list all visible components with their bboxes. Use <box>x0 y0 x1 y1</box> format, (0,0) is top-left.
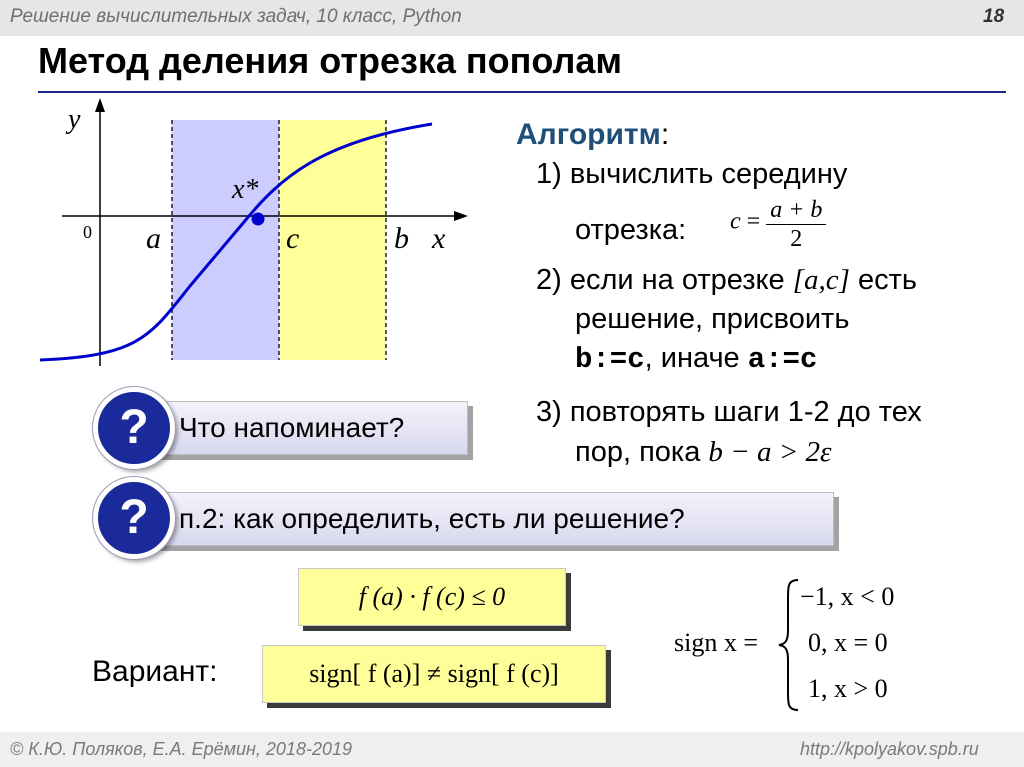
a-label: a <box>146 222 161 255</box>
step3-prefix: пор, пока <box>575 436 709 468</box>
footer-url[interactable]: http://kpolyakov.spb.ru <box>800 739 979 759</box>
step2-line2: решение, присвоить <box>575 303 850 335</box>
y-axis-arrow-icon <box>95 98 105 112</box>
x-axis-arrow-icon <box>454 211 468 221</box>
question-box-2 <box>146 492 834 546</box>
step3-line2 <box>575 436 832 469</box>
question-1-text: Что напоминает? <box>179 412 405 443</box>
slide-title: Метод деления отрезка пополам <box>38 40 622 81</box>
x-axis-label: x <box>432 222 446 255</box>
step3-condition: b − a > 2ε <box>708 436 832 468</box>
sign-case-positive: 1, x > 0 <box>808 674 888 703</box>
root-label: x* <box>232 174 259 205</box>
origin-label: 0 <box>83 222 92 242</box>
condition-formula-box: f (a) · f (c) ≤ 0 <box>298 568 566 626</box>
c-label: c <box>286 222 300 255</box>
variant-formula-box: sign[ f (a)] ≠ sign[ f (c)] <box>262 645 606 703</box>
footer-authors: © К.Ю. Поляков, Е.А. Ерёмин, 2018-2019 <box>10 739 352 759</box>
bisection-graph <box>30 96 480 376</box>
step2-line1 <box>536 264 917 297</box>
sign-case-zero: 0, x = 0 <box>808 628 888 657</box>
left-brace-icon <box>776 578 802 712</box>
b-label: b <box>394 222 409 255</box>
formula-eq: = <box>740 208 767 235</box>
title-underline <box>38 91 1006 93</box>
step1-line2: отрезка: <box>575 214 687 246</box>
formula-numerator: a + b <box>766 196 826 225</box>
step2-prefix: 2) если на отрезке <box>536 264 793 296</box>
midpoint-formula <box>730 196 826 253</box>
sign-function-lhs: sign x = <box>674 628 759 657</box>
step2-code-b: b:=c <box>575 343 645 376</box>
step2-code-a: a:=c <box>747 343 818 376</box>
course-title: Решение вычислительных задач, 10 класс, Python <box>10 6 462 27</box>
sign-case-negative: −1, x < 0 <box>800 582 895 611</box>
root-point <box>252 213 265 226</box>
page-number: 18 <box>983 6 1005 27</box>
step1-line1: 1) вычислить середину <box>536 158 848 190</box>
question-2-text: п.2: как определить, есть ли решение? <box>179 503 685 534</box>
left-half-region <box>172 120 279 360</box>
formula-denominator: 2 <box>790 226 803 252</box>
variant-label: Вариант: <box>92 655 218 688</box>
y-axis-label: y <box>68 104 81 135</box>
step3-line1: 3) повторять шаги 1-2 до тех <box>536 396 922 428</box>
algorithm-title <box>516 118 669 152</box>
question-mark-icon: ? <box>93 387 175 469</box>
formula-c: c <box>730 208 741 235</box>
step2-interval: [a,c] <box>792 264 850 296</box>
question-mark-icon: ? <box>93 477 175 559</box>
step2-line3 <box>575 342 817 376</box>
question-box-1 <box>146 401 468 455</box>
step2-otherwise: , иначе <box>644 342 748 374</box>
algorithm-title-colon: : <box>660 118 670 151</box>
step2-suffix: есть <box>849 264 918 296</box>
algorithm-title-text: Алгоритм <box>516 118 661 151</box>
formula-fraction <box>766 196 826 253</box>
